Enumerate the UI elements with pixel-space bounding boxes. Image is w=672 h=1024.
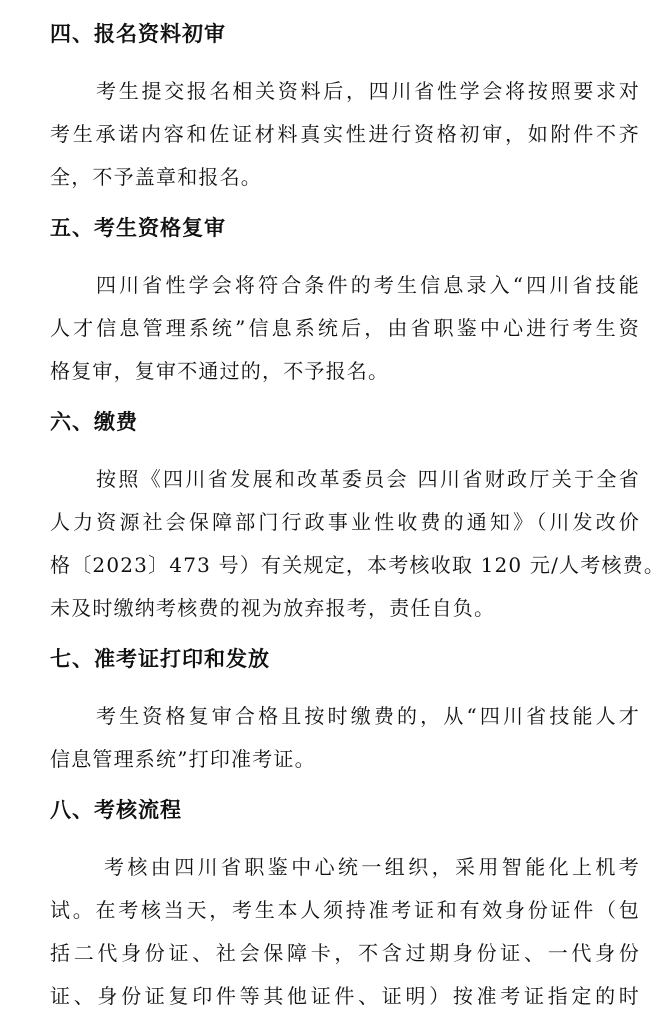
- paragraph-line: 证、身份证复印件等其他证件、证明）按准考证指定的时: [50, 984, 640, 1008]
- paragraph-line: 格复审，复审不通过的，不予报名。: [50, 359, 390, 383]
- paragraph-line: 人力资源社会保障部门行政事业性收费的通知》（川发改价: [50, 510, 640, 534]
- section-heading-8: 八、考核流程: [50, 798, 182, 822]
- paragraph-line: 人才信息管理系统”信息系统后，由省职鉴中心进行考生资: [50, 316, 640, 340]
- section-heading-7: 七、准考证打印和发放: [50, 647, 270, 671]
- section-heading-5: 五、考生资格复审: [50, 216, 226, 240]
- paragraph-line: 四川省性学会将符合条件的考生信息录入“四川省技能: [96, 273, 640, 297]
- paragraph-line: 考生承诺内容和佐证材料真实性进行资格初审，如附件不齐: [50, 122, 640, 146]
- paragraph-line: 全，不予盖章和报名。: [50, 165, 262, 189]
- paragraph-line: 考核由四川省职鉴中心统一组织，采用智能化上机考: [104, 855, 640, 879]
- paragraph-line: 试。在考核当天，考生本人须持准考证和有效身份证件（包: [50, 898, 640, 922]
- paragraph-line: 格〔2023〕473 号）有关规定，本考核收取 120 元/人考核费。: [50, 553, 666, 577]
- paragraph-line: 考生提交报名相关资料后，四川省性学会将按照要求对: [96, 79, 640, 103]
- paragraph-line: 括二代身份证、社会保障卡，不含过期身份证、一代身份: [50, 941, 640, 965]
- paragraph-line: 信息管理系统”打印准考证。: [50, 747, 316, 771]
- section-heading-6: 六、缴费: [50, 410, 138, 434]
- section-heading-4: 四、报名资料初审: [50, 22, 226, 46]
- paragraph-line: 按照《四川省发展和改革委员会 四川省财政厅关于全省: [96, 467, 640, 491]
- paragraph-line: 未及时缴纳考核费的视为放弃报考，责任自负。: [50, 596, 496, 620]
- paragraph-line: 考生资格复审合格且按时缴费的，从“四川省技能人才: [96, 704, 640, 728]
